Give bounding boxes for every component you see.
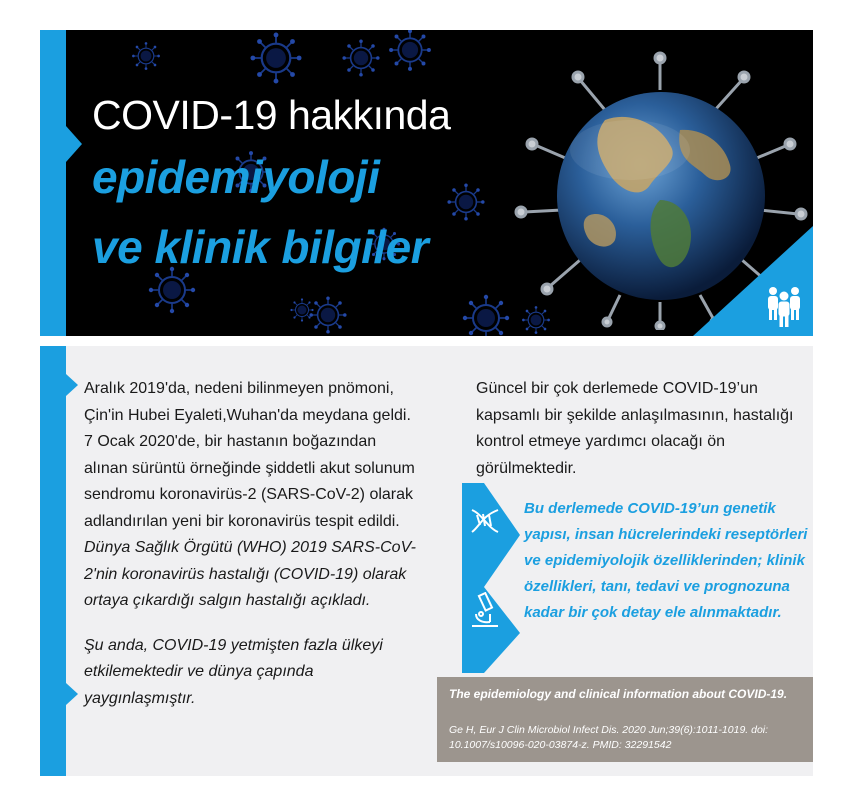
dna-icon: [468, 506, 502, 536]
right-intro: [476, 376, 796, 482]
paragraph-1-text: Aralık 2019'da, nedeni bilinmeyen pnömoni, Çin'in Hubei Eyaleti,Wuhan'da meydana geldi. 7 Ocak 2020'de, bir hastanın boğazından alınan sürüntü örneğinde şiddetli akut solunum sendromu koronavirüs-2 (SARS-CoV-2) olarak adlandırılan yeni bir koronavirüs tespit edildi.: [84, 380, 415, 530]
paragraph-2: Şu anda, COVID-19 yetmişten fazla ülkeyi etkilemektedir ve dünya çapında yaygınlaşmıştır.: [84, 636, 383, 707]
microscope-icon: [468, 592, 502, 628]
reference-citation: Ge H, Eur J Clin Microbiol Infect Dis. 2020 Jun;39(6):1011-1019. doi: 10.1007/s10096-020-03874-z. PMID: 32291542: [449, 724, 769, 751]
content-panel: [40, 346, 813, 776]
highlight-text-block: [524, 496, 814, 626]
header-banner: [40, 30, 813, 336]
banner-accent-bar: [40, 30, 66, 336]
paragraph-1-marker: [66, 374, 78, 396]
title-line-1: COVID-19 hakkında: [92, 92, 451, 138]
people-group-icon: [761, 282, 807, 328]
paragraph-2-marker: [66, 683, 78, 705]
highlight-text: Bu derlemede COVID-19’un genetik yapısı, insan hücrelerindeki reseptörleri ve epidemiyolojik özelliklerinden; klinik özellikleri, tanı, tedavi ve prognozuna kadar bir çok detay ele alınmaktadır.: [524, 500, 808, 621]
paragraph-1: [84, 376, 424, 615]
title-line-3: ve klinik bilgiler: [92, 221, 429, 273]
left-column: [84, 376, 424, 712]
paragraph-1-italic: Dünya Sağlık Örgütü (WHO) 2019 SARS-CoV-2'nin koronavirüs hastalığı (COVID-19) olarak ortaya çıkardığı salgın hastalığı açıkladı.: [84, 539, 416, 609]
reference-box: [437, 677, 813, 762]
panel-accent-bar: [40, 346, 66, 776]
title-line-2: epidemiyoloji: [92, 151, 380, 203]
right-intro-text: Güncel bir çok derlemede COVID-19’un kapsamlı bir şekilde anlaşılmasının, hastalığı kontrol etmeye yardımcı olacağı ön görülmektedir.: [476, 380, 794, 477]
reference-title: The epidemiology and clinical information about COVID-19.: [449, 687, 788, 701]
